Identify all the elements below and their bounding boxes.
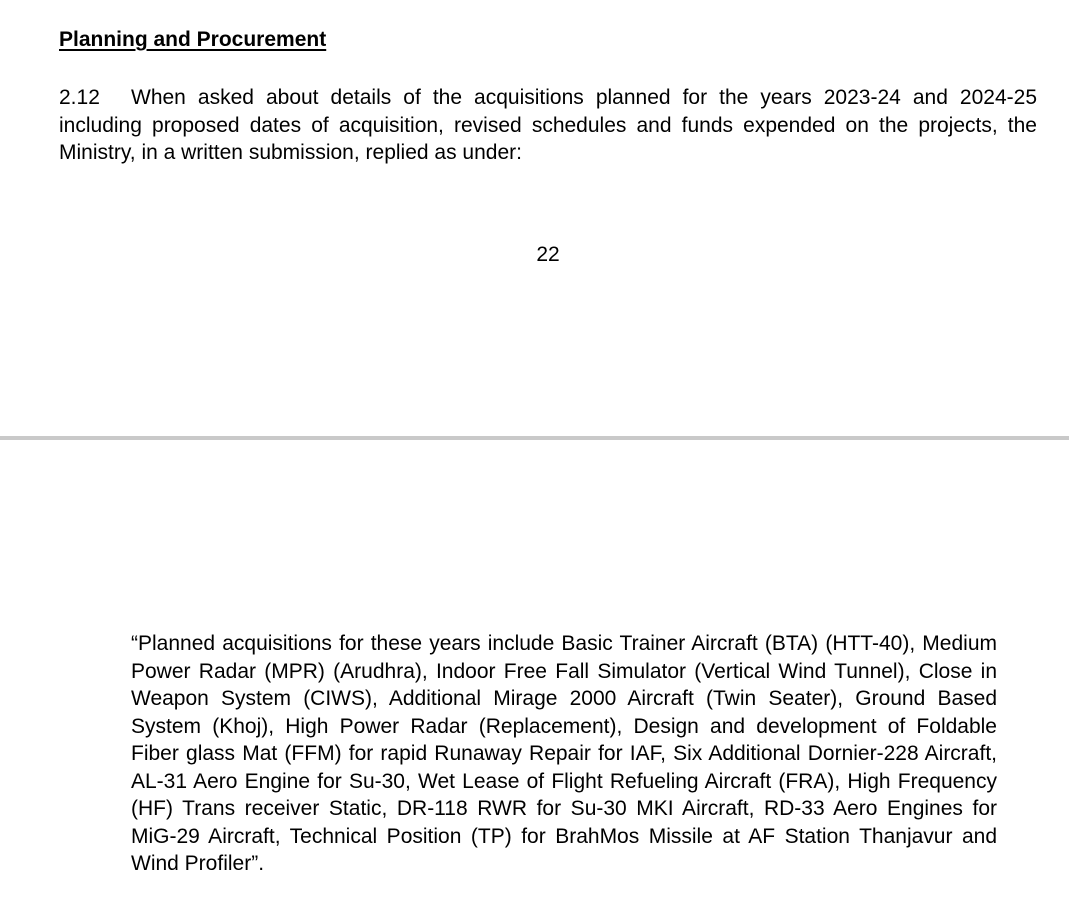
ministry-reply-quote: “Planned acquisitions for these years include Basic Trainer Aircraft (BTA) (HTT-40), Medium Power Radar (MPR) (Arudhra), Indoor Free Fall Simulator (Vertical Wind Tunnel), Close in Weapon System (CIWS), Additional Mirage 2000 Aircraft (Twin Seater), Ground Based System (Khoj), High Power Radar (Replacement), Design and development of Foldable Fiber glass Mat (FFM) for rapid Runaway Repair for IAF, Six Additional Dornier-228 Aircraft, AL-31 Aero Engine for Su-30, Wet Lease of Flight Refueling Aircraft (FRA), High Frequency (HF) Trans receiver Static, DR-118 RWR for Su-30 MKI Aircraft, RD-33 Aero Engines for MiG-29 Aircraft, Technical Position (TP) for BrahMos Missile at AF Station Thanjavur and Wind Profiler”.: [131, 632, 997, 875]
document-page-top: [0, 0, 1069, 438]
section-heading: Planning and Procurement: [59, 28, 327, 51]
paragraph-number: 2.12: [59, 86, 100, 109]
page-number: 22: [536, 243, 560, 266]
paragraph-2-12: [59, 84, 1037, 167]
paragraph-text: When asked about details of the acquisitions planned for the years 2023-24 and 2024-25 including proposed dates of acquisition, revised schedules and funds expended on the projects, the Ministry, in a written submission, replied as under:: [59, 86, 1037, 164]
